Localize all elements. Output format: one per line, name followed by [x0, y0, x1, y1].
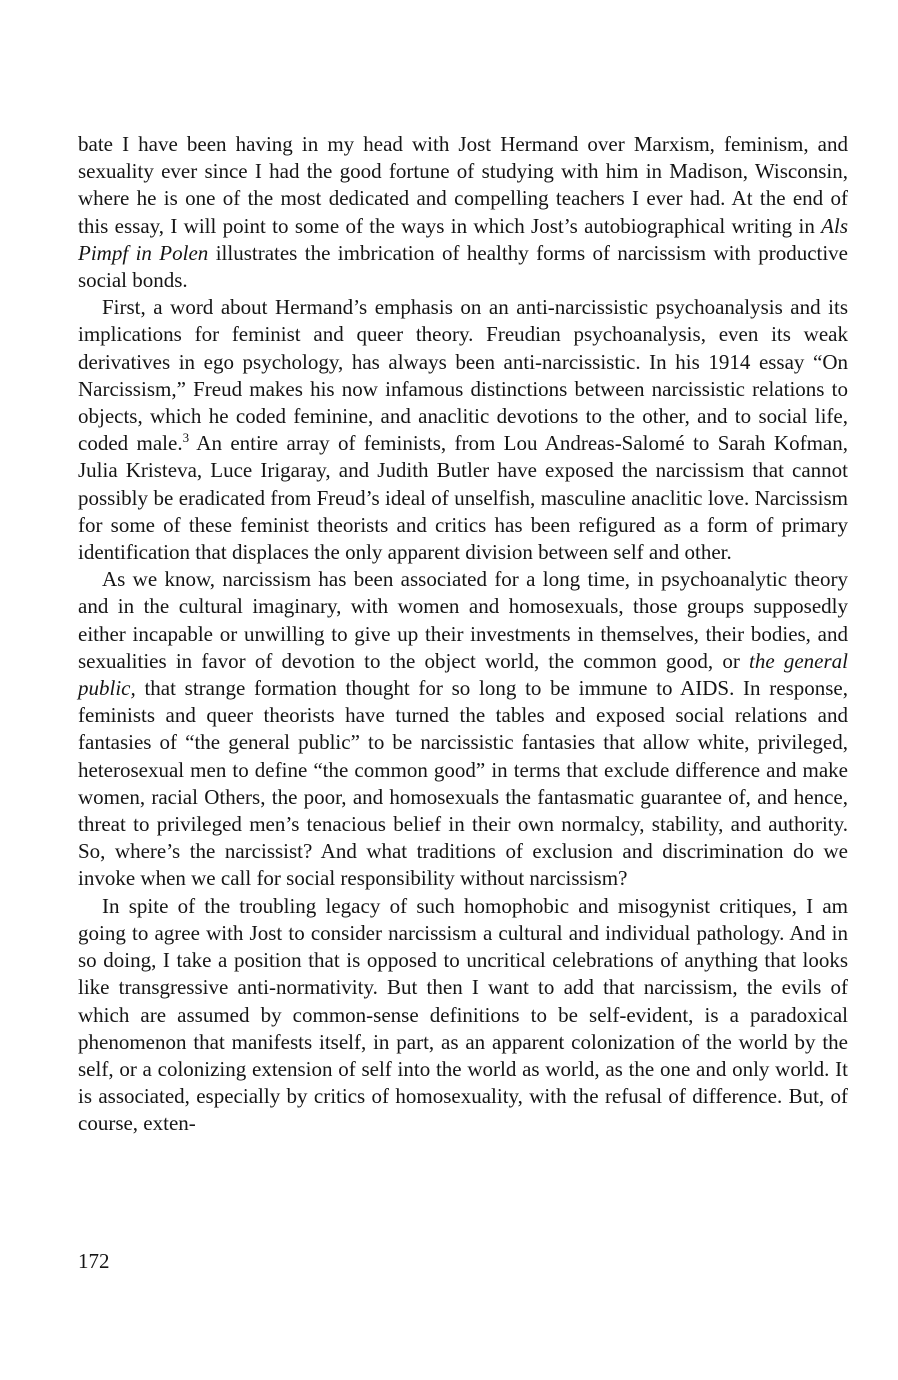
paragraph-2 [78, 294, 848, 566]
text-run: bate I have been having in my head with Jost Hermand over Marxism, feminism, and sexuality ever since I had the good fortune of studying with him in Madison, Wisconsin, where he is one of the most dedicated and compelling teachers I ever had. At the end of this essay, I will point to some of the ways in which Jost’s autobiographical writing in [78, 132, 848, 238]
body-text [78, 131, 848, 1138]
paragraph-3 [78, 566, 848, 892]
book-title-als-pimpf-in-polen: Als Pimpf in Polen [78, 213, 848, 265]
text-run: As we know, narcissism has been associated for a long time, in psychoanalytic theory and in the cultural imaginary, with women and homosexuals, those groups supposedly either incapable or unwilling to give up their investments in themselves, their bodies, and sexualities in favor of devotion to the object world, the common good, or [78, 567, 848, 673]
emphasis-the-general-public: the general public, [78, 648, 848, 701]
text-run: In spite of the troubling legacy of such homophobic and misogynist critiques, I am going to agree with Jost to consider narcissism a cultural and individual pathology. And in so doing, I take a position that is opposed to uncritical celebrations of anything that looks like transgressive anti-normativity. But then I want to add that narcissism, the evils of which are assumed by common-sense definitions to be self-evident, is a paradoxical phenomenon that manifests itself, in part, as an apparent colonization of the world by the self, or a colonizing extension of self into the world as world, as the one and only world. It is associated, especially by critics of homosexuality, with the refusal of difference. But, of course, exten- [78, 893, 848, 1136]
paragraph-4 [78, 893, 848, 1138]
page-number: 172 [78, 1249, 110, 1273]
text-run: that strange formation thought for so long to be immune to AIDS. In response, feminists and queer theorists have turned the tables and exposed social relations and fantasies of “the general public” to be narcissistic fantasies that allow white, privileged, heterosexual men to define “the common good” in terms that exclude difference and make women, racial Others, the poor, and homosexuals the fantasmatic guarantee of, and hence, threat to privileged men’s tenacious belief in their own normalcy, stability, and authority. So, where’s the narcissist? And what traditions of exclusion and discrimination do we invoke when we call for social responsibility without narcissism? [78, 676, 848, 891]
text-run: An entire array of feminists, from Lou Andreas-Salomé to Sarah Kofman, Julia Kristeva, Luce Irigaray, and Judith Butler have exposed the narcissism that cannot possibly be eradicated from Freud’s ideal of unselfish, masculine anaclitic love. Narcissism for some of these feminist theorists and critics has been refigured as a form of primary identification that displaces the only apparent division between self and other. [78, 431, 848, 565]
text-run: illustrates the imbrication of healthy forms of narcissism with productive social bonds. [78, 240, 849, 293]
text-run: First, a word about Hermand’s emphasis on an anti-narcissistic psychoanalysis and its implications for feminist and queer theory. Freudian psychoanalysis, even its weak derivatives in ego psychology, has always been anti-narcissistic. In his 1914 essay “On Narcissism,” Freud makes his now infamous distinctions between narcissistic relations to objects, which he coded feminine, and anaclitic devotions to the other, and to social life, coded male. [78, 295, 848, 456]
footnote-reference: 3 [182, 430, 190, 446]
paragraph-1 [78, 131, 848, 294]
